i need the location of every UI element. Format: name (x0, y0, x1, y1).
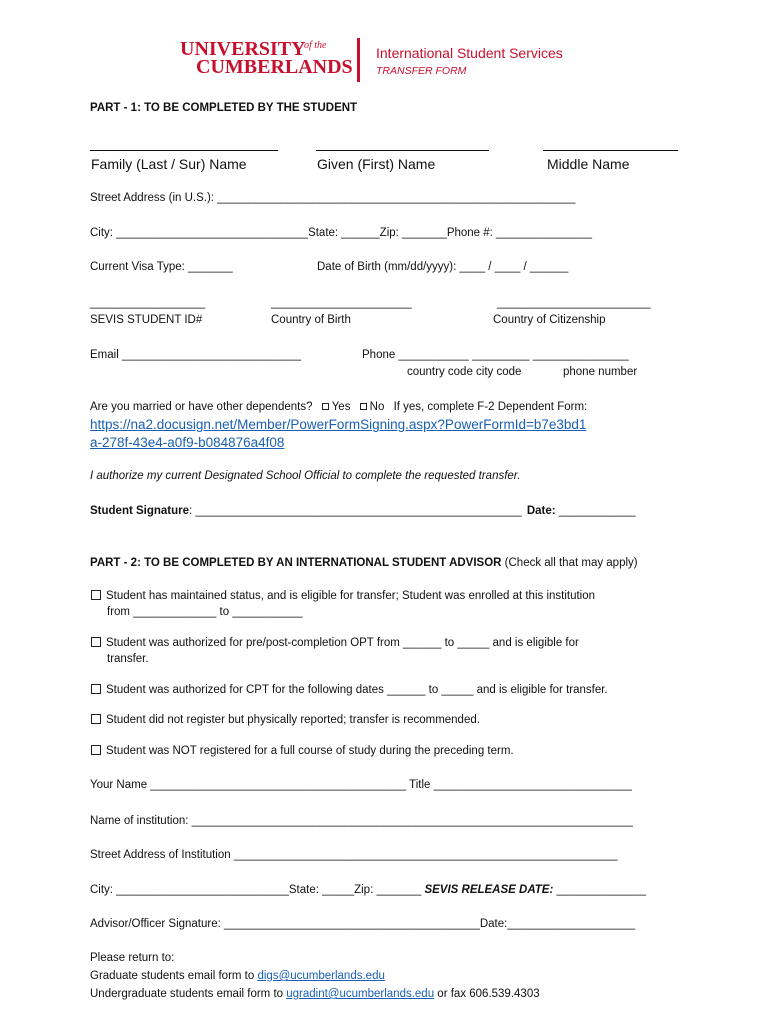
country-city-code-label: country code city code (407, 366, 522, 378)
given-name-line[interactable] (316, 150, 489, 151)
country-of-birth-blank[interactable]: ______________________ (271, 297, 412, 309)
part1-heading: PART - 1: TO BE COMPLETED BY THE STUDENT (90, 102, 358, 114)
if-yes-text: If yes, complete F-2 Dependent Form: (393, 401, 588, 413)
married-question-row (90, 401, 587, 413)
undergrad-return-line (90, 988, 540, 1000)
part2-heading-note: (Check all that may apply) (501, 557, 638, 569)
visa-type-field[interactable]: Current Visa Type: _______ (90, 261, 233, 273)
form-name: TRANSFER FORM (376, 65, 467, 77)
country-of-citizenship-blank[interactable]: ________________________ (497, 297, 651, 309)
married-question: Are you married or have other dependents? (90, 401, 313, 413)
student-signature-field[interactable]: : ___________________________________________________ (189, 505, 522, 517)
no-label: No (369, 401, 385, 413)
opt-text-cont: transfer. (107, 653, 149, 665)
option-maintained-status (91, 590, 595, 602)
email-field[interactable]: Email ____________________________ (90, 349, 302, 361)
docusign-link-line1[interactable]: https://na2.docusign.net/Member/PowerFormSigning.aspx?PowerFormId=b7e3bd1 (90, 417, 587, 432)
institution-city-row (90, 884, 646, 896)
graduate-return-text: Graduate students email form to (90, 970, 258, 982)
city-state-zip-phone-field[interactable]: City: ______________________________State: ______Zip: _______Phone #: _______________ (90, 227, 592, 239)
family-name-line[interactable] (90, 150, 278, 151)
student-date-field[interactable]: ____________ (555, 505, 636, 517)
logo-of-the: of the (304, 40, 327, 51)
graduate-return-line (90, 970, 385, 982)
logo-line-university: UNIVERSITY (180, 38, 306, 60)
maintained-status-text: Student has maintained status, and is eligible for transfer; Student was enrolled at this institution (106, 590, 596, 602)
opt-checkbox[interactable] (91, 637, 101, 647)
authorization-statement: I authorize my current Designated School Official to complete the requested transfer. (90, 470, 521, 482)
phone-field[interactable]: Phone ___________ _________ _______________ (362, 349, 629, 361)
docusign-link-line2[interactable]: a-278f-43e4-a0f9-b084876a4f08 (90, 435, 285, 450)
logo-line-cumberlands: CUMBERLANDS (196, 56, 353, 78)
part2-heading-row (90, 557, 638, 569)
option-opt (91, 637, 579, 649)
sevis-release-date-label: SEVIS RELEASE DATE: (424, 884, 554, 896)
institution-address-field[interactable]: Street Address of Institution ____________________________________________________________ (90, 849, 618, 861)
return-heading: Please return to: (90, 952, 175, 964)
option-not-full-course (91, 745, 514, 757)
header-divider (357, 38, 360, 82)
date-of-birth-field[interactable]: Date of Birth (mm/dd/yyyy): ____ / ____ / ______ (317, 261, 569, 273)
cpt-checkbox[interactable] (91, 684, 101, 694)
institution-name-field[interactable]: Name of institution: _____________________________________________________________________ (90, 815, 633, 827)
phone-number-label: phone number (563, 366, 638, 378)
given-name-label: Given (First) Name (317, 156, 436, 172)
sevis-id-label: SEVIS STUDENT ID# (90, 314, 203, 326)
part2-heading: PART - 2: TO BE COMPLETED BY AN INTERNATIONAL STUDENT ADVISOR (90, 557, 502, 569)
sevis-release-date-field[interactable]: ______________ (553, 884, 647, 896)
country-of-birth-label: Country of Birth (271, 314, 351, 326)
middle-name-line[interactable] (543, 150, 678, 151)
advisor-signature-field[interactable]: Advisor/Officer Signature: ________________________________________Date:____________________ (90, 918, 636, 930)
undergrad-return-text: Undergraduate students email form to (90, 988, 287, 1000)
country-of-citizenship-label: Country of Citizenship (493, 314, 606, 326)
not-full-course-text: Student was NOT registered for a full course of study during the preceding term. (106, 745, 514, 757)
student-signature-row (90, 505, 636, 517)
fax-text: or fax 606.539.4303 (434, 988, 540, 1000)
student-date-label: Date: (526, 505, 556, 517)
graduate-email-link[interactable]: digs@ucumberlands.edu (257, 970, 385, 982)
undergrad-email-link[interactable]: ugradint@ucumberlands.edu (286, 988, 435, 1000)
yes-label: Yes (331, 401, 351, 413)
department-title: International Student Services (376, 45, 563, 61)
street-address-field[interactable]: Street Address (in U.S.): ________________________________________________________ (90, 192, 576, 204)
enrolled-dates-field[interactable]: from _____________ to ___________ (107, 606, 303, 618)
reported-text: Student did not register but physically reported; transfer is recommended. (106, 714, 480, 726)
no-checkbox[interactable] (360, 403, 367, 410)
institution-city-state-zip-field[interactable]: City: ___________________________State: _____Zip: _______ (90, 884, 425, 896)
maintained-status-checkbox[interactable] (91, 590, 101, 600)
opt-text: Student was authorized for pre/post-completion OPT from ______ to _____ and is eligible for (106, 637, 579, 649)
cpt-text: Student was authorized for CPT for the following dates ______ to _____ and is eligible for transfer. (106, 684, 608, 696)
student-signature-label: Student Signature (90, 505, 190, 517)
yes-checkbox[interactable] (322, 403, 329, 410)
family-name-label: Family (Last / Sur) Name (91, 156, 247, 172)
option-not-registered-reported (91, 714, 480, 726)
advisor-name-title-field[interactable]: Your Name ________________________________________ Title _______________________________ (90, 779, 632, 791)
option-cpt (91, 684, 608, 696)
university-logo (180, 38, 353, 80)
not-full-course-checkbox[interactable] (91, 745, 101, 755)
reported-checkbox[interactable] (91, 714, 101, 724)
sevis-id-blank[interactable]: __________________ (90, 297, 206, 309)
middle-name-label: Middle Name (547, 156, 630, 172)
